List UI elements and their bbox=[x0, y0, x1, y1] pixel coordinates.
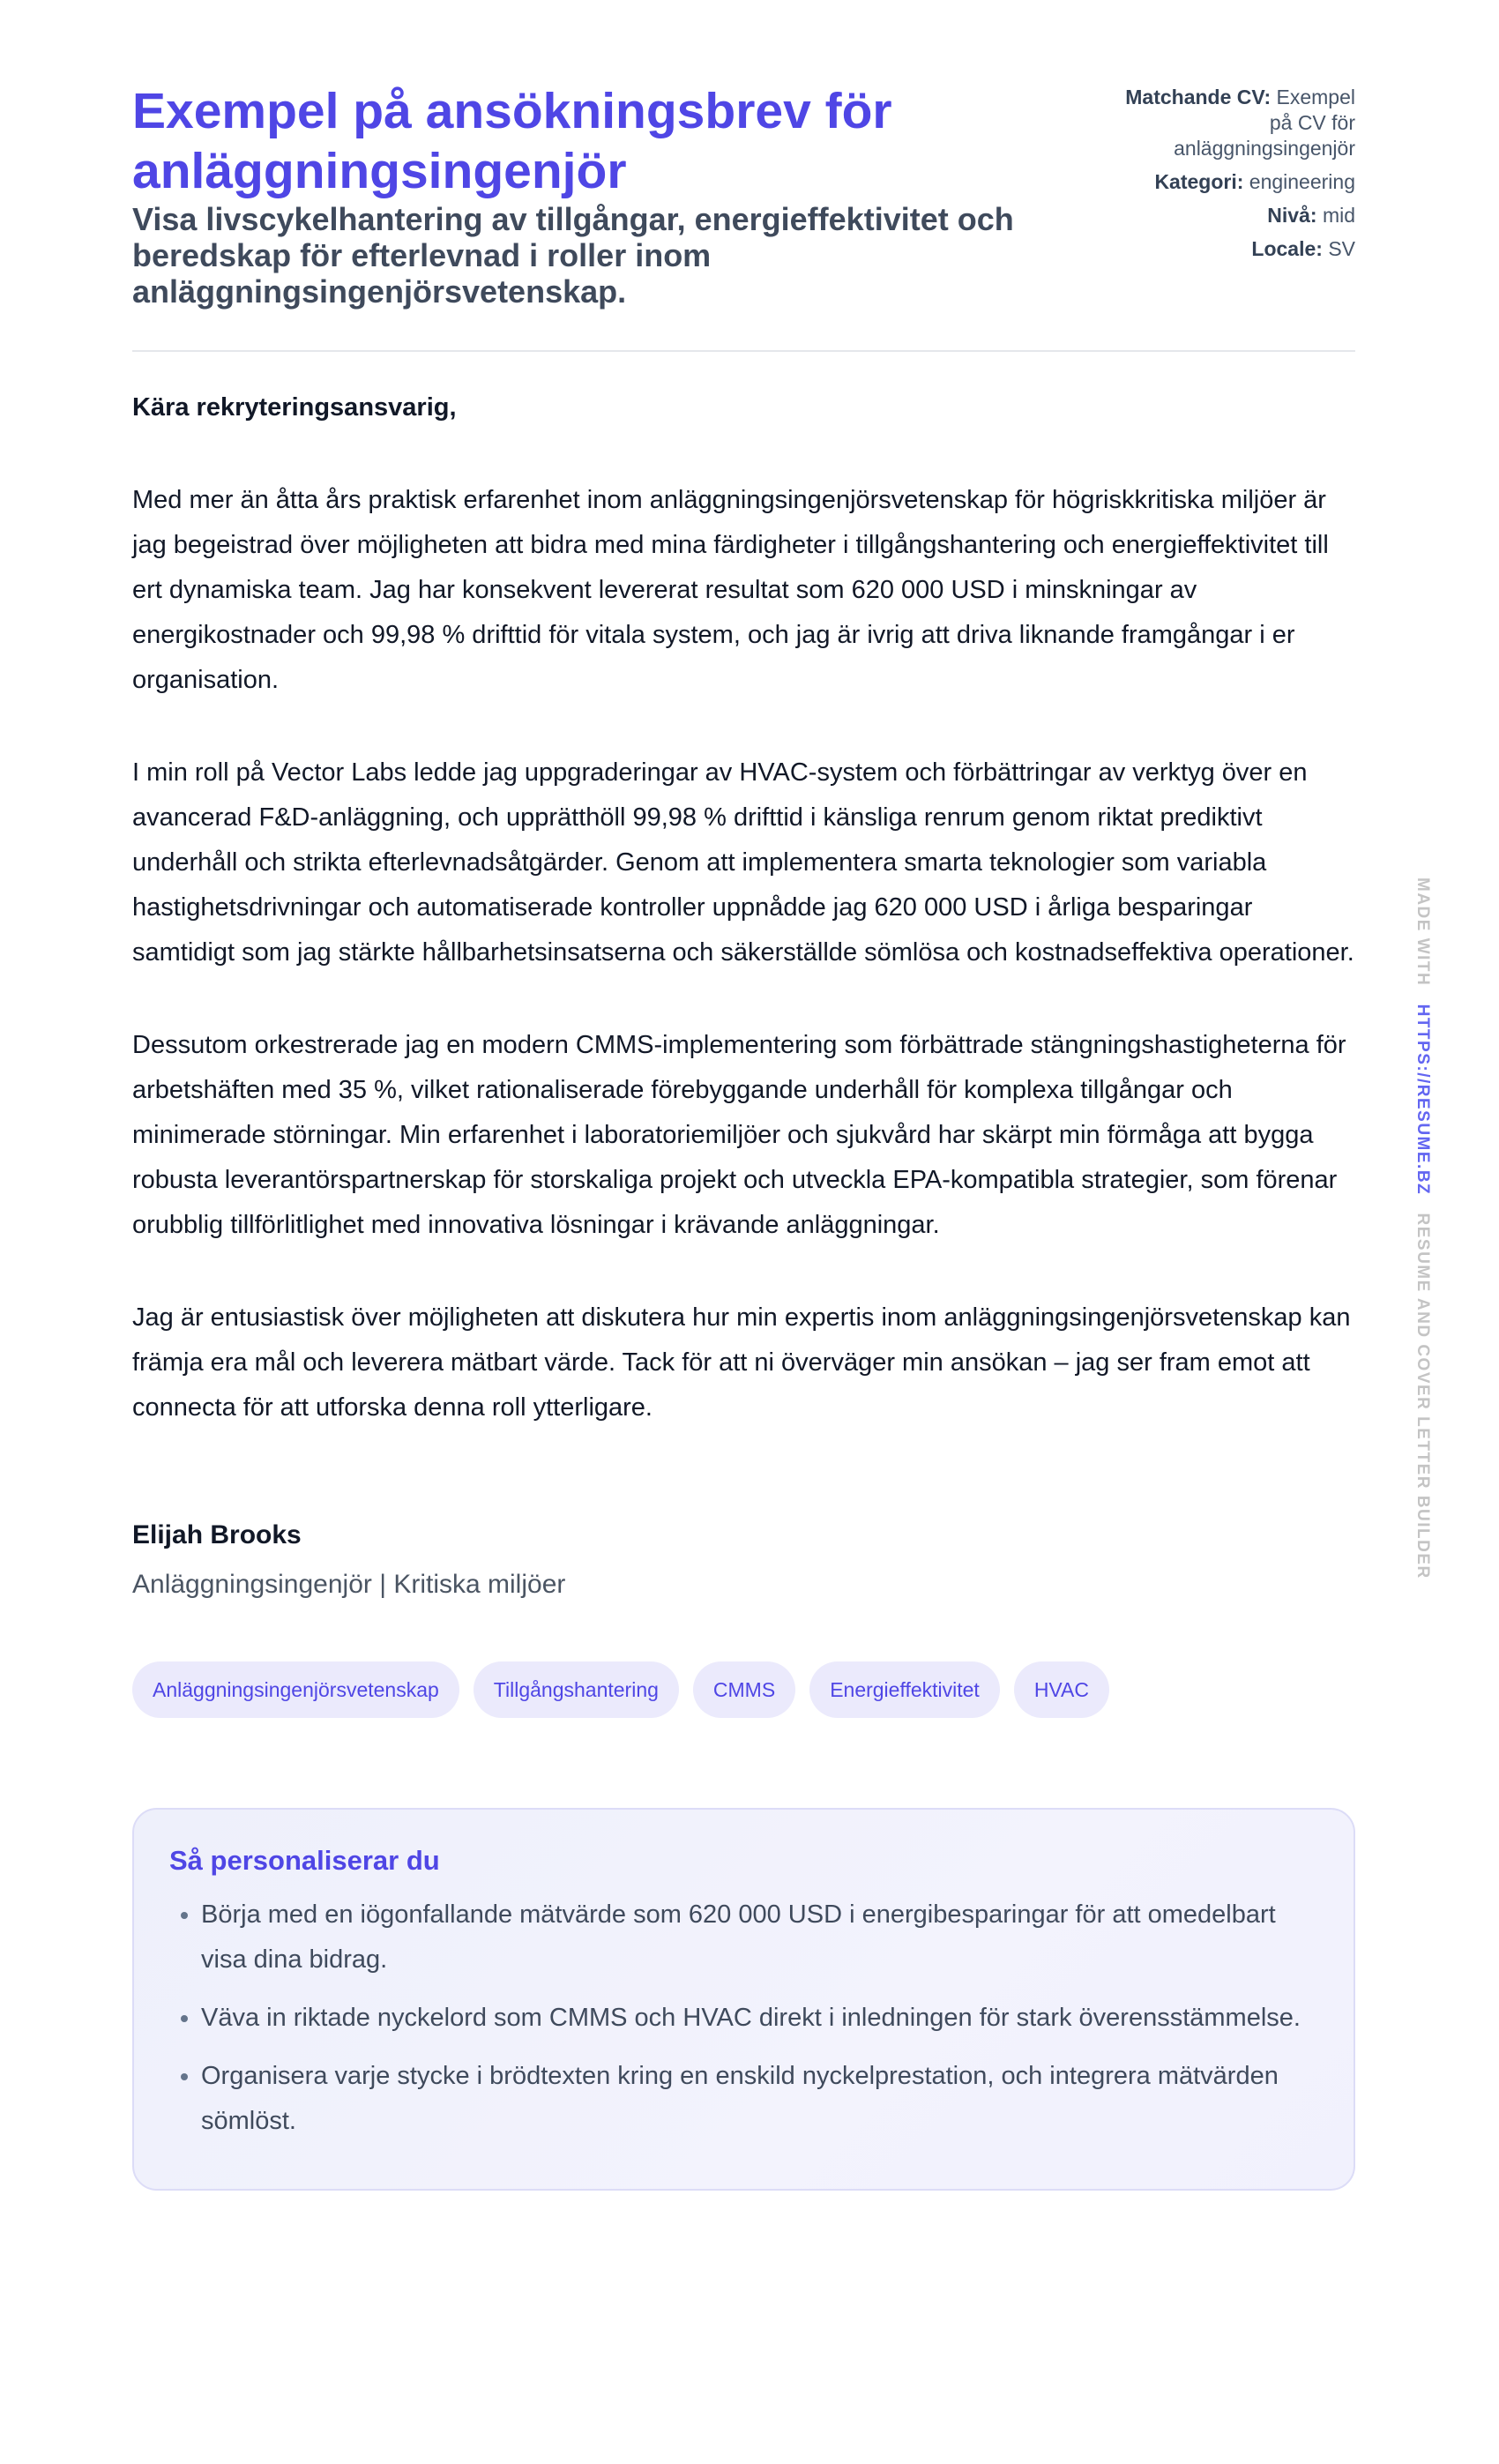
personalization-tips bbox=[132, 1808, 1355, 2191]
meta-value: mid bbox=[1322, 204, 1355, 227]
title-block bbox=[132, 81, 1058, 310]
tag: Tillgångshantering bbox=[474, 1661, 679, 1718]
page-subtitle: Visa livscykelhantering av tillgångar, energieffektivitet och beredskap för efterlevnad i roller inom anläggningsingenjörsvetenskap. bbox=[132, 201, 1014, 310]
greeting: Kära rekryteringsansvarig, bbox=[132, 393, 457, 422]
meta-category bbox=[1100, 169, 1355, 195]
meta-value: engineering bbox=[1249, 170, 1355, 193]
meta-value: SV bbox=[1328, 237, 1355, 260]
tag: HVAC bbox=[1014, 1661, 1109, 1718]
meta-label: Matchande CV: bbox=[1125, 86, 1272, 108]
tips-title: Så personaliserar du bbox=[169, 1845, 440, 1876]
tag-list bbox=[132, 1661, 1355, 1718]
meta-value: Exempel på CV för anläggningsingenjör bbox=[1174, 86, 1355, 160]
letter-paragraph: Med mer än åtta års praktisk erfarenhet inom anläggningsingenjörsvetenskap för högriskkritiska miljöer är jag begeistrad över möjligheten att bidra med mina färdigheter i tillgångshantering och energieffektivitet till ert dynamiska team. Jag har konsekvent levererat resultat som 620 000 USD i minskningar av energikostnader och 99,98 % drifttid för vitala system, och jag är ivrig att driva liknande framgångar i er organisation. bbox=[132, 486, 1329, 694]
letter-body bbox=[132, 385, 1355, 1430]
tips-list bbox=[169, 1893, 1318, 2144]
watermark-link[interactable]: HTTPS://RESUME.BZ bbox=[1413, 1004, 1432, 1196]
meta-locale bbox=[1100, 236, 1355, 262]
tip-item: • Börja med en iögonfallande mätvärde som 620 000 USD i energibesparingar för att omedelbart visa dina bidrag. bbox=[201, 1893, 1318, 1982]
watermark-suffix: RESUME AND COVER LETTER BUILDER bbox=[1413, 1213, 1432, 1579]
signature-title: Anläggningsingenjör | Kritiska miljöer bbox=[132, 1570, 566, 1599]
watermark bbox=[1413, 877, 1432, 1579]
cover-letter-page bbox=[132, 0, 1355, 2191]
letter-paragraph: Dessutom orkestrerade jag en modern CMMS-implementering som förbättrade stängningshastigheterna för arbetshäften med 35 %, vilket rationaliserade förebyggande underhåll för komplexa tillgångar och minimerade störningar. Min erfarenhet i laboratoriemiljöer och sjukvård har skärpt min förmåga att bygga robusta leverantörspartnerskap för storskaliga projekt och utveckla EPA-kompatibla strategier, som förenar orubblig tillförlitlighet med innovativa lösningar i krävande anläggningar. bbox=[132, 1031, 1346, 1239]
meta-label: Locale: bbox=[1251, 237, 1323, 260]
tag: CMMS bbox=[693, 1661, 795, 1718]
letter-paragraph: Jag är entusiastisk över möjligheten att diskutera hur min expertis inom anläggningsingenjörsvetenskap kan främja era mål och leverera mätbart värde. Tack för att ni överväger min ansökan – jag ser fram emot att connecta för att utforska denna roll ytterligare. bbox=[132, 1303, 1351, 1422]
page-header bbox=[132, 0, 1355, 352]
meta-level bbox=[1100, 203, 1355, 228]
meta-info bbox=[1100, 81, 1355, 310]
signature-name: Elijah Brooks bbox=[132, 1520, 302, 1549]
tag: Energieffektivitet bbox=[809, 1661, 1000, 1718]
meta-label: Nivå: bbox=[1267, 204, 1317, 227]
page-title: Exempel på ansökningsbrev för anläggningsingenjör bbox=[132, 83, 892, 199]
meta-matching-cv bbox=[1100, 85, 1355, 161]
tip-item: • Väva in riktade nyckelord som CMMS och HVAC direkt i inledningen för stark överensstämmelse. bbox=[201, 1996, 1318, 2041]
watermark-prefix: MADE WITH bbox=[1413, 877, 1432, 987]
letter-paragraph: I min roll på Vector Labs ledde jag uppgraderingar av HVAC-system och förbättringar av verktyg över en avancerad F&D-anläggning, och upprätthöll 99,98 % drifttid i känsliga renrum genom riktat prediktivt underhåll och strikta efterlevnadsåtgärder. Genom att implementera smarta teknologier som variabla hastighetsdrivningar och automatiserade kontroller uppnådde jag 620 000 USD i årliga besparingar samtidigt som jag stärkte hållbarhetsinsatserna och säkerställde sömlösa och kostnadseffektiva operationer. bbox=[132, 758, 1354, 967]
tip-item: • Organisera varje stycke i brödtexten kring en enskild nyckelprestation, och integrera mätvärden sömlöst. bbox=[201, 2054, 1318, 2144]
tag: Anläggningsingenjörsvetenskap bbox=[132, 1661, 459, 1718]
meta-label: Kategori: bbox=[1154, 170, 1244, 193]
